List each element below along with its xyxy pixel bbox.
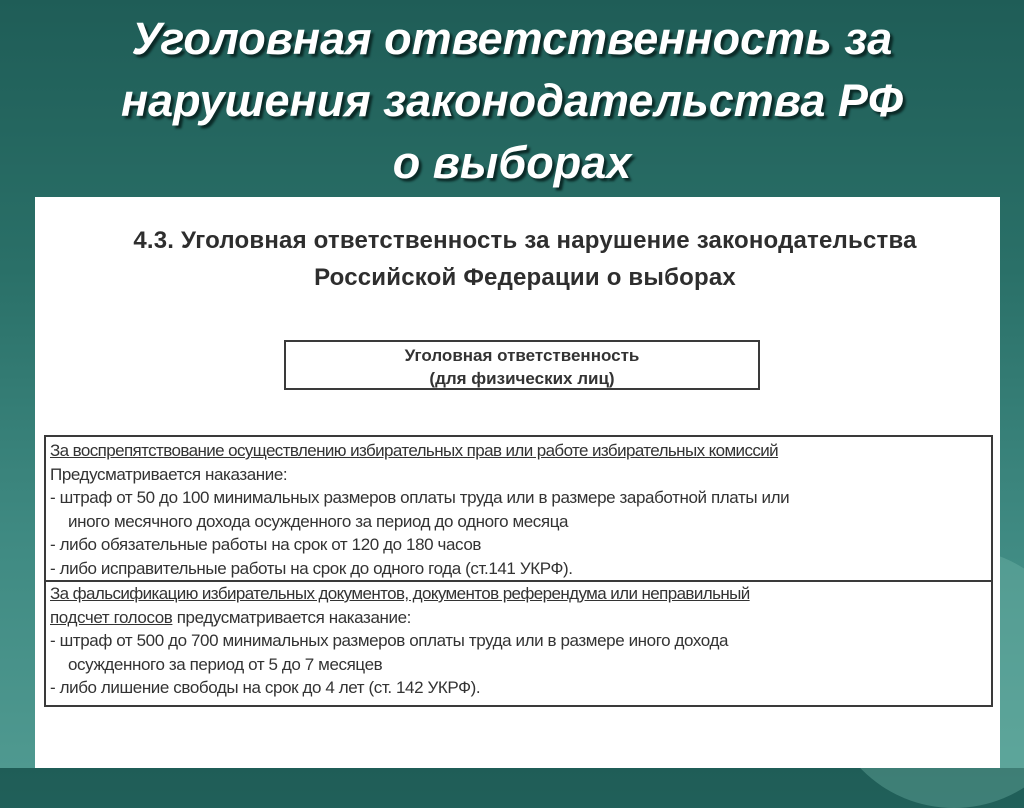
slide-title-line: о выборах (392, 137, 632, 188)
penalties-box (44, 435, 993, 707)
section-heading: За фальсификацию избирательных документов, документов референдума или неправильный (50, 584, 750, 603)
section-falsification (46, 580, 991, 700)
document-heading (65, 222, 985, 296)
document-heading-line: Российской Федерации о выборах (314, 264, 736, 291)
slide-title-line: нарушения законодательства РФ (120, 75, 904, 126)
penalty-item: - штраф от 500 до 700 минимальных размеров оплаты труда или в размере иного дохода (50, 631, 729, 650)
penalty-item: - либо обязательные работы на срок от 120 до 180 часов (50, 535, 482, 554)
section-heading-rest: предусматривается наказание: (172, 607, 411, 627)
penalty-item-continuation: осужденного за период от 5 до 7 месяцев (68, 654, 383, 674)
responsibility-box-line: (для физических лиц) (429, 369, 615, 388)
section-heading: За воспрепятствование осуществлению избирательных прав или работе избирательных комиссий (50, 441, 779, 460)
penalty-item: - либо исправительные работы на срок до одного года (ст.141 УКРФ). (50, 558, 573, 578)
section-heading-underlined: подсчет голосов (50, 607, 173, 627)
section-obstruction (50, 439, 987, 580)
document-image (35, 197, 1000, 768)
document-heading-line: 4.3. Уголовная ответственность за нарушение законодательства (133, 227, 917, 254)
responsibility-box-line: Уголовная ответственность (404, 346, 640, 365)
responsibility-box (284, 340, 760, 390)
penalty-item-continuation: иного месячного дохода осужденного за период до одного месяца (68, 511, 569, 531)
section-intro: Предусматривается наказание: (50, 464, 288, 484)
slide-title (40, 8, 984, 194)
penalty-item: - штраф от 50 до 100 минимальных размеров оплаты труда или в размере заработной платы или (50, 488, 790, 507)
section-heading-line2 (50, 606, 987, 630)
penalty-item: - либо лишение свободы на срок до 4 лет (ст. 142 УКРФ). (50, 678, 481, 697)
slide-title-line: Уголовная ответственность за (131, 13, 893, 64)
